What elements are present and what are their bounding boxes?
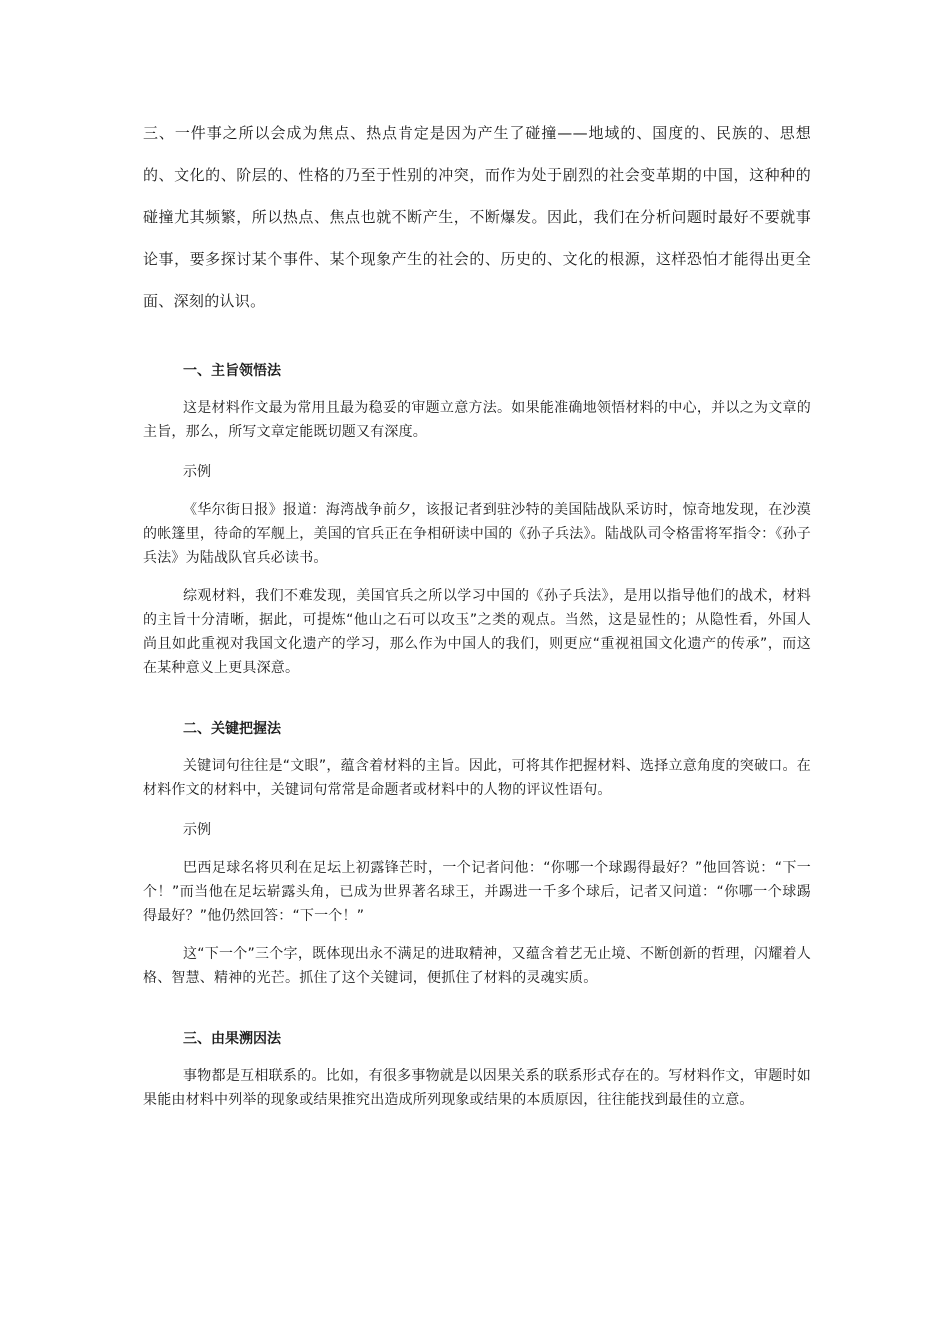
section-key-grasp [143, 718, 811, 990]
section-heading: 一、主旨领悟法 [183, 363, 281, 379]
analysis-text: 这“下一个”三个字，既体现出永不满足的进取精神，又蕴含着艺无止境、不断创新的哲理，闪耀着人格、智慧、精神的光芒。抓住了这个关键词，便抓住了材料的灵魂实质。 [143, 946, 811, 986]
section-intro: 这是材料作文最为常用且最为稳妥的审题立意方法。如果能准确地领悟材料的中心，并以之为文章的主旨，那么，所写文章定能既切题又有深度。 [143, 400, 811, 440]
example-label: 示例 [183, 464, 211, 480]
example-label: 示例 [183, 822, 211, 838]
intro-paragraph [143, 112, 811, 322]
section-theme-comprehension [143, 360, 811, 680]
document-page [143, 112, 811, 1112]
section-heading: 三、由果溯因法 [183, 1031, 281, 1047]
section-heading: 二、关键把握法 [183, 721, 281, 737]
analysis-text: 综观材料，我们不难发现，美国官兵之所以学习中国的《孙子兵法》，是用以指导他们的战术，材料的主旨十分清晰，据此，可提炼“他山之石可以攻玉”之类的观点。当然，这是显性的；从隐性看，外国人尚且如此重视对我国文化遗产的学习，那么作为中国人的我们，则更应“重视祖国文化遗产的传承”，而这在某种意义上更具深意。 [143, 588, 811, 676]
section-cause-tracing [143, 1028, 811, 1112]
example-text: 巴西足球名将贝利在足坛上初露锋芒时，一个记者问他：“你哪一个球踢得最好？”他回答说：“下一个！”而当他在足坛崭露头角，已成为世界著名球王，并踢进一千多个球后，记者又问道：“你哪一个球踢得最好？”他仍然回答：“下一个！” [143, 860, 811, 924]
section-intro: 事物都是互相联系的。比如，有很多事物就是以因果关系的联系形式存在的。写材料作文，审题时如果能由材料中列举的现象或结果推究出造成所列现象或结果的本质原因，往往能找到最佳的立意。 [143, 1068, 811, 1108]
example-text: 《华尔街日报》报道：海湾战争前夕，该报记者到驻沙特的美国陆战队采访时，惊奇地发现，在沙漠的帐篷里，待命的军舰上，美国的官兵正在争相研读中国的《孙子兵法》。陆战队司令格雷将军指令：《孙子兵法》为陆战队官兵必读书。 [143, 502, 811, 566]
intro-text: 三、一件事之所以会成为焦点、热点肯定是因为产生了碰撞——地域的、国度的、民族的、思想的、文化的、阶层的、性格的乃至于性别的冲突，而作为处于剧烈的社会变革期的中国，这种种的碰撞尤其频繁，所以热点、焦点也就不断产生，不断爆发。因此，我们在分析问题时最好不要就事论事，要多探讨某个事件、某个现象产生的社会的、历史的、文化的根源，这样恐怕才能得出更全面、深刻的认识。 [143, 124, 811, 310]
section-intro: 关键词句往往是“文眼”，蕴含着材料的主旨。因此，可将其作把握材料、选择立意角度的突破口。在材料作文的材料中，关键词句常常是命题者或材料中的人物的评议性语句。 [143, 758, 811, 798]
